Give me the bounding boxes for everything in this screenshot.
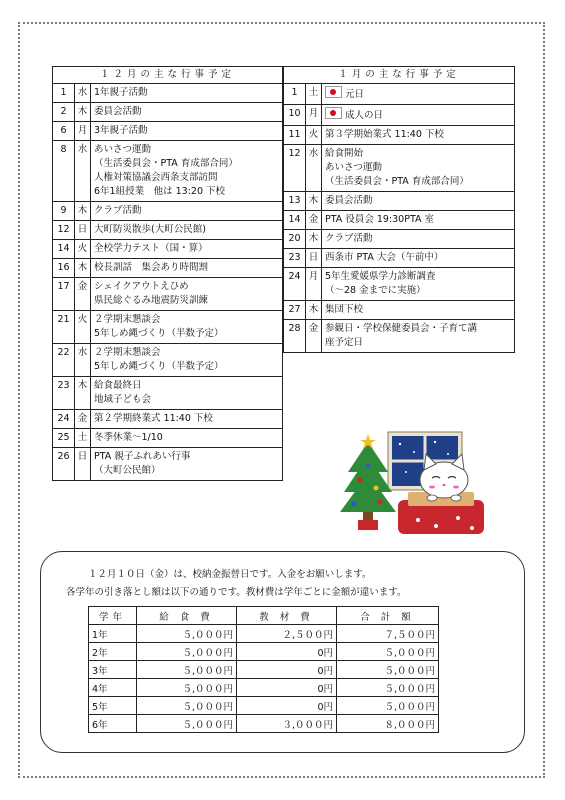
event-line xyxy=(94,412,279,426)
event-line xyxy=(94,204,279,218)
event-cell xyxy=(91,141,283,202)
schedule-row xyxy=(53,311,283,344)
event-line xyxy=(94,327,279,341)
weekday: 木 xyxy=(75,202,91,221)
cat-kotatsu-illustration xyxy=(340,430,490,540)
schedule-row xyxy=(284,230,515,249)
event-line xyxy=(94,450,279,464)
amount-cell: ３,０００円 xyxy=(237,715,337,733)
event-line xyxy=(325,270,511,284)
grade-cell: 3年 xyxy=(89,661,137,679)
weekday: 水 xyxy=(75,141,91,202)
amount-cell: ２,５００円 xyxy=(237,625,337,643)
event-cell xyxy=(322,192,515,211)
weekday: 水 xyxy=(75,84,91,103)
event-line xyxy=(94,313,279,327)
event-line xyxy=(325,303,511,317)
schedule-row xyxy=(284,320,515,353)
schedule-row xyxy=(284,268,515,301)
weekday: 土 xyxy=(306,84,322,105)
amount-cell: ７,５００円 xyxy=(337,625,439,643)
day-number: 11 xyxy=(284,126,306,145)
event-line xyxy=(325,322,511,336)
notice-line-1: １２月１０日（金）は、校納金振替日です。入金をお願いします。 xyxy=(88,569,372,580)
day-number: 8 xyxy=(53,141,75,202)
fee-row xyxy=(89,715,439,733)
event-line xyxy=(94,143,279,157)
fee-header: 学年 xyxy=(89,607,137,625)
event-text: 元日 xyxy=(345,89,365,100)
event-line xyxy=(325,336,511,350)
event-text: 5年しめ縄づくり（半数予定） xyxy=(94,361,224,372)
day-number: 25 xyxy=(53,429,75,448)
event-text: 集団下校 xyxy=(325,304,364,315)
weekday: 金 xyxy=(75,278,91,311)
day-number: 2 xyxy=(53,103,75,122)
day-number: 26 xyxy=(53,448,75,481)
schedule-row xyxy=(284,249,515,268)
day-number: 21 xyxy=(53,311,75,344)
amount-cell: ５,０００円 xyxy=(337,679,439,697)
fee-row xyxy=(89,679,439,697)
event-text: 人権対策協議会西条支部訪問 xyxy=(94,172,218,183)
day-number: 28 xyxy=(284,320,306,353)
event-text: 5年生愛媛県学力診断調査 xyxy=(325,271,436,282)
event-cell xyxy=(322,301,515,320)
weekday: 月 xyxy=(75,122,91,141)
day-number: 1 xyxy=(284,84,306,105)
december-schedule-table xyxy=(52,66,283,481)
weekday: 水 xyxy=(75,344,91,377)
day-number: 22 xyxy=(53,344,75,377)
event-text: PTA 親子ふれあい行事 xyxy=(94,451,191,462)
event-line xyxy=(94,294,279,308)
schedule-row xyxy=(53,410,283,429)
schedule-row xyxy=(284,84,515,105)
event-text: 給食開始 xyxy=(325,148,364,159)
event-text: 委員会活動 xyxy=(325,195,373,206)
fee-table xyxy=(88,606,439,733)
event-cell xyxy=(91,259,283,278)
event-line xyxy=(325,232,511,246)
day-number: 9 xyxy=(53,202,75,221)
event-text: 地域子ども会 xyxy=(94,394,152,405)
event-text: 5年しめ縄づくり（半数予定） xyxy=(94,328,224,339)
schedule-row xyxy=(53,221,283,240)
event-text: 参観日・学校保健委員会・子育て講 xyxy=(325,323,478,334)
fee-row xyxy=(89,625,439,643)
event-text: 全校学力テスト（国・算） xyxy=(94,243,208,254)
schedule-row xyxy=(53,84,283,103)
event-line xyxy=(94,431,279,445)
event-line xyxy=(325,213,511,227)
amount-cell: ８,０００円 xyxy=(337,715,439,733)
weekday: 金 xyxy=(75,410,91,429)
december-schedule-title: １２月の主な行事予定 xyxy=(53,67,283,84)
day-number: 16 xyxy=(53,259,75,278)
amount-cell: ５,０００円 xyxy=(137,715,237,733)
event-line xyxy=(325,284,511,298)
event-cell xyxy=(322,105,515,126)
event-cell xyxy=(91,122,283,141)
event-line xyxy=(94,105,279,119)
amount-cell: 0円 xyxy=(237,661,337,679)
event-text: ２学期末懇談会 xyxy=(94,347,161,358)
event-line xyxy=(94,261,279,275)
day-number: 20 xyxy=(284,230,306,249)
weekday: 月 xyxy=(306,105,322,126)
fee-header: 教 材 費 xyxy=(237,607,337,625)
event-cell xyxy=(91,221,283,240)
event-line xyxy=(94,124,279,138)
grade-cell: 5年 xyxy=(89,697,137,715)
weekday: 木 xyxy=(75,103,91,122)
weekday: 日 xyxy=(75,221,91,240)
event-cell xyxy=(322,320,515,353)
day-number: 27 xyxy=(284,301,306,320)
fee-row xyxy=(89,643,439,661)
event-text: 6年1組授業 他は 13:20 下校 xyxy=(94,186,226,197)
day-number: 6 xyxy=(53,122,75,141)
january-schedule-table xyxy=(283,66,515,353)
weekday: 月 xyxy=(306,268,322,301)
day-number: 10 xyxy=(284,105,306,126)
event-line xyxy=(94,360,279,374)
day-number: 17 xyxy=(53,278,75,311)
event-text: 3年親子活動 xyxy=(94,125,148,136)
event-line xyxy=(325,128,511,142)
amount-cell: ５,０００円 xyxy=(337,697,439,715)
event-text: 県民総ぐるみ地震防災訓練 xyxy=(94,295,209,306)
day-number: 24 xyxy=(53,410,75,429)
event-line xyxy=(94,86,279,100)
event-line xyxy=(94,379,279,393)
event-line xyxy=(94,280,279,294)
schedule-row xyxy=(284,301,515,320)
event-text: クラブ活動 xyxy=(94,205,142,216)
amount-cell: ５,０００円 xyxy=(137,661,237,679)
event-cell xyxy=(91,448,283,481)
weekday: 金 xyxy=(306,211,322,230)
schedule-row xyxy=(53,377,283,410)
schedule-row xyxy=(284,211,515,230)
event-text: 校長訓話 集会あり時間割 xyxy=(94,262,209,273)
event-line xyxy=(325,161,511,175)
event-text: 大町防災散歩(大町公民館) xyxy=(94,224,206,235)
fee-row xyxy=(89,661,439,679)
fee-header: 合 計 額 xyxy=(337,607,439,625)
event-text: （～28 金までに実施） xyxy=(325,285,426,296)
event-cell xyxy=(322,211,515,230)
event-line xyxy=(94,346,279,360)
weekday: 木 xyxy=(306,301,322,320)
event-line xyxy=(94,464,279,478)
event-cell xyxy=(91,311,283,344)
event-cell xyxy=(91,429,283,448)
amount-cell: ５,０００円 xyxy=(337,661,439,679)
event-text: あいさつ運動 xyxy=(325,162,383,173)
fee-row xyxy=(89,697,439,715)
event-text: PTA 役員会 19:30PTA 室 xyxy=(325,214,435,225)
event-text: （生活委員会・PTA 育成部合同） xyxy=(94,158,238,169)
schedule-row xyxy=(284,126,515,145)
event-line xyxy=(94,157,279,171)
weekday: 木 xyxy=(75,377,91,410)
day-number: 24 xyxy=(284,268,306,301)
event-cell xyxy=(91,103,283,122)
schedule-row xyxy=(53,122,283,141)
schedule-row xyxy=(53,259,283,278)
grade-cell: 6年 xyxy=(89,715,137,733)
weekday: 火 xyxy=(75,311,91,344)
event-line xyxy=(94,185,279,199)
schedule-row xyxy=(53,103,283,122)
amount-cell: 0円 xyxy=(237,643,337,661)
day-number: 14 xyxy=(284,211,306,230)
event-text: 第３学期始業式 11:40 下校 xyxy=(325,129,444,140)
event-text: （生活委員会・PTA 育成部合同） xyxy=(325,176,469,187)
weekday: 火 xyxy=(75,240,91,259)
weekday: 日 xyxy=(306,249,322,268)
event-cell xyxy=(91,377,283,410)
event-line xyxy=(325,175,511,189)
event-text: クラブ活動 xyxy=(325,233,373,244)
amount-cell: ５,０００円 xyxy=(337,643,439,661)
event-line xyxy=(325,107,511,123)
event-text: 成人の日 xyxy=(345,110,384,121)
grade-cell: 4年 xyxy=(89,679,137,697)
event-cell xyxy=(322,230,515,249)
event-text: シェイクアウトえひめ xyxy=(94,281,189,292)
event-text: 1年親子活動 xyxy=(94,87,148,98)
event-line xyxy=(325,86,511,102)
day-number: 13 xyxy=(284,192,306,211)
event-cell xyxy=(91,410,283,429)
weekday: 木 xyxy=(306,192,322,211)
event-cell xyxy=(322,84,515,105)
event-line xyxy=(94,393,279,407)
weekday: 金 xyxy=(306,320,322,353)
event-text: 冬季休業～1/10 xyxy=(94,432,163,443)
amount-cell: ５,０００円 xyxy=(137,697,237,715)
schedule-row xyxy=(53,429,283,448)
schedule-row xyxy=(284,145,515,192)
event-line xyxy=(325,251,511,265)
weekday: 日 xyxy=(75,448,91,481)
schedule-row xyxy=(53,448,283,481)
schedule-row xyxy=(53,202,283,221)
event-text: 座予定日 xyxy=(325,337,364,348)
event-text: （大町公民館） xyxy=(94,465,161,476)
event-cell xyxy=(322,145,515,192)
event-text: ２学期末懇談会 xyxy=(94,314,161,325)
japan-flag-icon xyxy=(325,107,342,119)
event-line xyxy=(325,147,511,161)
event-cell xyxy=(322,126,515,145)
event-cell xyxy=(322,249,515,268)
event-text: 西条市 PTA 大会（午前中） xyxy=(325,252,444,263)
event-cell xyxy=(91,202,283,221)
day-number: 23 xyxy=(284,249,306,268)
event-text: 第２学期終業式 11:40 下校 xyxy=(94,413,213,424)
amount-cell: ５,０００円 xyxy=(137,679,237,697)
schedule-row xyxy=(53,278,283,311)
event-line xyxy=(325,194,511,208)
event-cell xyxy=(91,240,283,259)
schedule-row xyxy=(284,192,515,211)
weekday: 木 xyxy=(75,259,91,278)
grade-cell: 1年 xyxy=(89,625,137,643)
event-cell xyxy=(322,268,515,301)
event-cell xyxy=(91,344,283,377)
weekday: 水 xyxy=(306,145,322,192)
day-number: 14 xyxy=(53,240,75,259)
event-line xyxy=(94,171,279,185)
notice-line-2: 各学年の引き落とし額は以下の通りです。教材費は学年ごとに金額が違います。 xyxy=(66,587,407,598)
event-line xyxy=(94,242,279,256)
event-cell xyxy=(91,278,283,311)
day-number: 23 xyxy=(53,377,75,410)
day-number: 12 xyxy=(284,145,306,192)
japan-flag-icon xyxy=(325,86,342,98)
fee-header: 給 食 費 xyxy=(137,607,237,625)
schedule-row xyxy=(53,344,283,377)
event-line xyxy=(94,223,279,237)
event-text: あいさつ運動 xyxy=(94,144,152,155)
event-text: 委員会活動 xyxy=(94,106,142,117)
weekday: 土 xyxy=(75,429,91,448)
schedule-row xyxy=(53,240,283,259)
day-number: 1 xyxy=(53,84,75,103)
january-schedule-title: １月の主な行事予定 xyxy=(284,67,515,84)
schedule-row xyxy=(53,141,283,202)
schedule-row xyxy=(284,105,515,126)
amount-cell: 0円 xyxy=(237,679,337,697)
weekday: 木 xyxy=(306,230,322,249)
amount-cell: ５,０００円 xyxy=(137,643,237,661)
event-text: 給食最終日 xyxy=(94,380,142,391)
weekday: 火 xyxy=(306,126,322,145)
amount-cell: 0円 xyxy=(237,697,337,715)
day-number: 12 xyxy=(53,221,75,240)
grade-cell: 2年 xyxy=(89,643,137,661)
event-cell xyxy=(91,84,283,103)
amount-cell: ５,０００円 xyxy=(137,625,237,643)
